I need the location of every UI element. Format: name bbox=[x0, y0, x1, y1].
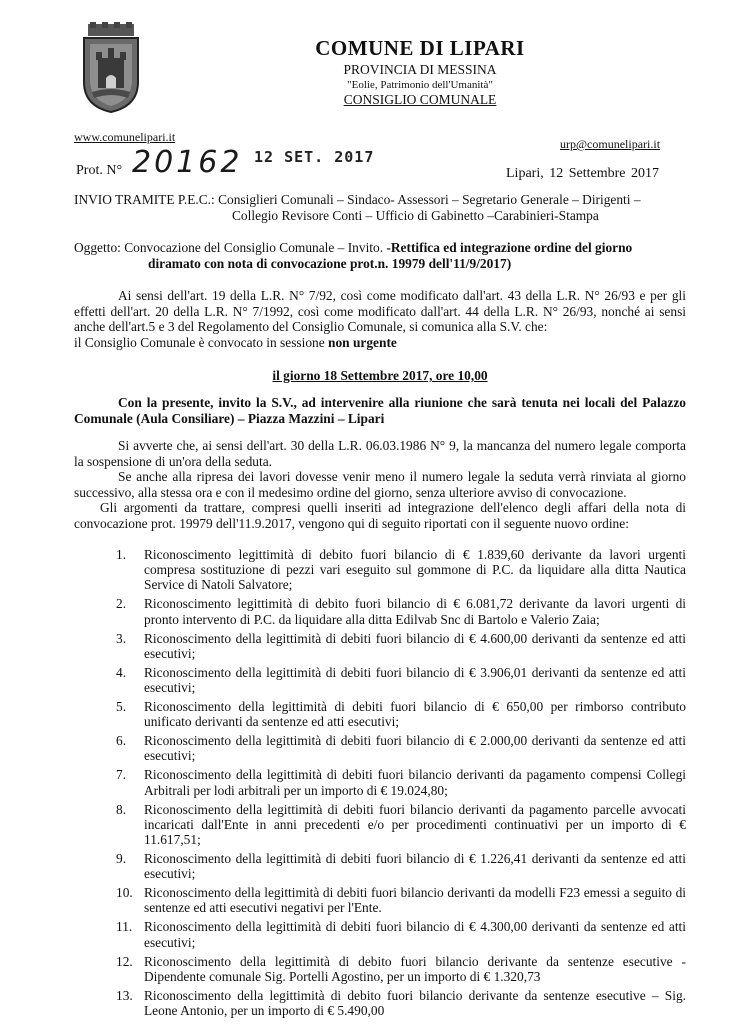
subject-bold: -Rettifica ed integrazione ordine del giorno bbox=[386, 240, 633, 255]
item-text: Riconoscimento della legittimità di debiti fuori bilancio derivanti da modelli F23 emessi a seguito di sentenze ed atti esecutivi negativi per l'Ente. bbox=[144, 885, 686, 916]
list-item bbox=[106, 988, 686, 1018]
council-name: CONSIGLIO COMUNALE bbox=[343, 92, 497, 107]
list-item bbox=[106, 767, 686, 797]
date-stamp: 12 SET. 2017 bbox=[254, 148, 375, 166]
notice-paragraph: Se anche alla ripresa dei lavori dovesse venir meno il numero legale la seduta verrà rinviata al giorno successivo, alla stessa ora e con il medesimo ordine del giorno, senza ulteriore avviso di convocazione. bbox=[74, 469, 686, 500]
subject-label: Oggetto: Convocazione del Consiglio Comunale – Invito. bbox=[74, 240, 387, 255]
list-item bbox=[106, 851, 686, 881]
session-label: il Consiglio Comunale è convocato in sessione bbox=[74, 334, 329, 350]
recipients-block bbox=[74, 192, 674, 223]
protocol-number-handwritten: 20162 bbox=[132, 145, 243, 180]
recipients-line: INVIO TRAMITE P.E.C.: Consiglieri Comunali – Sindaco- Assessori – Segretario Generale – Dirigenti – bbox=[74, 192, 641, 207]
list-item bbox=[106, 885, 686, 915]
item-text: Riconoscimento della legittimità di debiti fuori bilancio di € 4.600,00 derivanti da sentenze ed atti esecutivi; bbox=[144, 630, 686, 661]
item-text: Riconoscimento della legittimità di debito fuori bilancio derivante da sentenze esecutive - Dipendente comunale Sig. Portelli Agostino, per un importo di € 1.320,73 bbox=[144, 953, 686, 984]
item-number: 9. bbox=[116, 851, 127, 867]
list-item bbox=[106, 665, 686, 695]
item-number: 6. bbox=[116, 733, 127, 749]
list-item bbox=[106, 631, 686, 661]
motto: "Eolie, Patrimonio dell'Umanità" bbox=[347, 79, 493, 91]
notice-paragraph: Si avverte che, ai sensi dell'art. 30 della L.R. 06.03.1986 N° 9, la mancanza del numero legale comporta la sospensione di un'ora della seduta. bbox=[74, 438, 686, 469]
subject-continuation: diramato con nota di convocazione prot.n. 19979 dell'11/9/2017) bbox=[148, 255, 512, 271]
intro-block bbox=[74, 288, 686, 350]
item-text: Riconoscimento legittimità di debito fuori bilancio di € 1.839,60 derivante da lavori urgenti compresa sostituzione di pezzi vari eseguito sul gommone di P.C. da liquidare alla ditta Nautica Service di Natoli Salvatore; bbox=[144, 547, 686, 593]
notices-block bbox=[74, 438, 686, 532]
item-text: Riconoscimento della legittimità di debiti fuori bilancio di € 2.000,00 derivanti da sentenze ed atti esecutivi; bbox=[144, 733, 686, 764]
item-number: 10. bbox=[116, 885, 133, 901]
recipients-line: Collegio Revisore Conti – Ufficio di Gabinetto –Carabinieri-Stampa bbox=[232, 207, 599, 223]
item-number: 12. bbox=[116, 953, 133, 969]
item-number: 5. bbox=[116, 699, 127, 715]
item-text: Riconoscimento della legittimità di debiti fuori bilancio derivanti da pagamento parcelle avvocati incaricati dall'Ente in anni precedenti e/o per procedimenti continuativi per un importo di € 11.617,51; bbox=[144, 801, 686, 848]
notice-paragraph: Gli argomenti da trattare, compresi quelli inseriti ad integrazione dell'elenco degli affari della nota di convocazione prot. 19979 dell'11.9.2017, vengono qui di seguito riportati con il seguente nuovo ordine: bbox=[74, 500, 686, 531]
list-item bbox=[106, 919, 686, 949]
list-item bbox=[106, 596, 686, 626]
item-number: 2. bbox=[116, 596, 127, 612]
municipality-name: COMUNE DI LIPARI bbox=[315, 36, 525, 60]
item-text: Riconoscimento della legittimità di debiti fuori bilancio di € 1.226,41 derivanti da sentenze ed atti esecutivi; bbox=[144, 851, 686, 882]
list-item bbox=[106, 699, 686, 729]
item-text: Riconoscimento della legittimità di debito fuori bilancio derivante da sentenze esecutive – Sig. Leone Antonio, per un importo di € 5.490,00 bbox=[144, 987, 686, 1019]
list-item bbox=[106, 802, 686, 848]
item-text: Riconoscimento della legittimità di debiti fuori bilancio di € 4.300,00 derivanti da sentenze ed atti esecutivi; bbox=[144, 919, 686, 950]
province-name: PROVINCIA DI MESSINA bbox=[343, 62, 497, 77]
letterhead bbox=[240, 36, 600, 108]
list-item bbox=[106, 547, 686, 593]
item-number: 4. bbox=[116, 664, 127, 680]
list-item bbox=[106, 733, 686, 763]
item-text: Riconoscimento della legittimità di debiti fuori bilancio di € 3.906,01 derivanti da sentenze ed atti esecutivi; bbox=[144, 664, 686, 696]
item-number: 3. bbox=[116, 630, 127, 646]
item-text: Riconoscimento della legittimità di debiti fuori bilancio derivanti da pagamento compensi Collegi Arbitrali per lodi arbitrali per un importo di € 19.024,80; bbox=[144, 767, 686, 798]
municipal-crest-icon bbox=[78, 22, 144, 114]
item-text: Riconoscimento della legittimità di debiti fuori bilancio di € 650,00 per rimborso contributo unificato derivanti da sentenze ed atti esecutivi; bbox=[144, 699, 686, 730]
invitation-text: Con la presente, invito la S.V., ad intervenire alla riunione che sarà tenuta nei locali del Palazzo Comunale (Aula Consiliare) – Piazza Mazzini – Lipari bbox=[74, 395, 686, 426]
item-number: 11. bbox=[116, 919, 133, 935]
item-text: Riconoscimento legittimità di debito fuori bilancio di € 6.081,72 derivante da lavori urgenti di pronto intervento di P.C. da liquidare alla ditta Edilvab Snc di Bartolo e Valerio Zaia; bbox=[144, 596, 686, 627]
email-link[interactable]: urp@comunelipari.it bbox=[560, 137, 661, 151]
intro-text: Ai sensi dell'art. 19 della L.R. N° 7/92, così come modificato dall'art. 43 della L.R. N° 26/93 e per gli effetti dell'art. 20 della L.R. N° 7/1992, così come modificato dall'art. 44 della L.R. N° 26/93, nonché ai sensi anche dell'art.5 e 3 del Regolamento del Consiglio Comunale, si comunica alla S.V. che: bbox=[74, 288, 686, 335]
item-number: 7. bbox=[116, 767, 127, 783]
website-link[interactable]: www.comunelipari.it bbox=[74, 130, 176, 144]
meeting-date: il giorno 18 Settembre 2017, ore 10,00 bbox=[272, 368, 488, 383]
subject-block bbox=[74, 240, 684, 271]
place-date: Lipari, 12 Settembre 2017 bbox=[506, 166, 659, 181]
session-type: non urgente bbox=[328, 334, 397, 350]
item-number: 13. bbox=[116, 987, 133, 1003]
item-number: 1. bbox=[116, 547, 127, 562]
agenda-list bbox=[106, 547, 686, 1022]
item-number: 8. bbox=[116, 801, 127, 817]
protocol-label: Prot. N° bbox=[76, 163, 123, 178]
list-item bbox=[106, 954, 686, 984]
